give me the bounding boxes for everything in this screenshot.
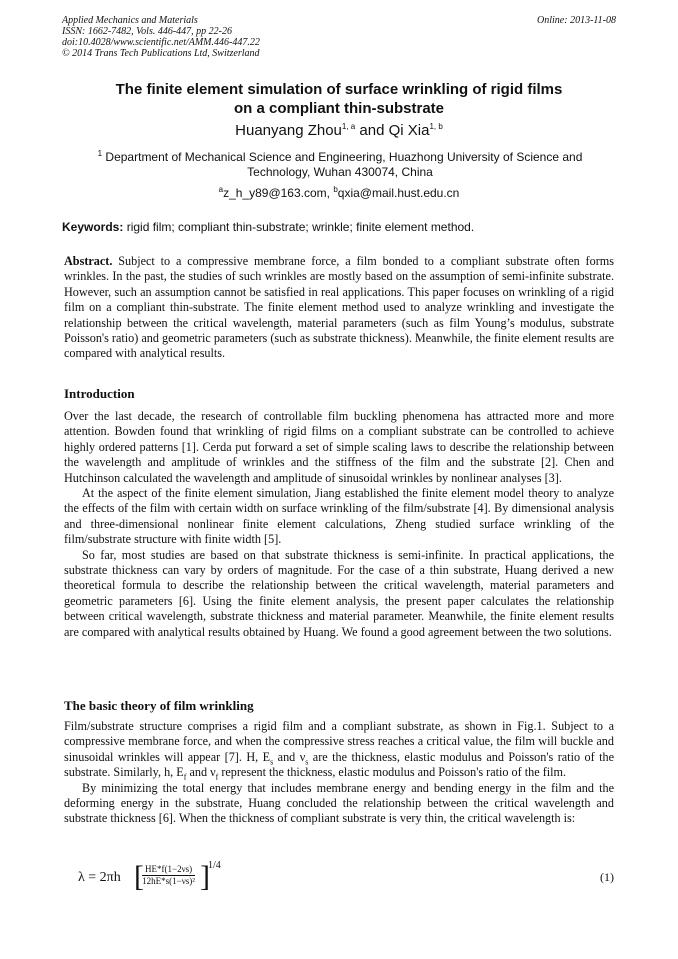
- affiliation-text: Department of Mechanical Science and Engineering, Huazhong University of Science and Technology, Wuhan 430074, China: [105, 150, 583, 179]
- author-list: [62, 122, 616, 139]
- keywords-text: rigid film; compliant thin-substrate; wrinkle; finite element method.: [123, 220, 475, 234]
- author-2: Qi Xia: [388, 122, 430, 139]
- equation-lhs: λ = 2πh: [78, 870, 121, 885]
- intro-paragraph-2: At the aspect of the finite element simulation, Jiang established the finite element model theory to analyze the effects of the film with certain width on surface wrinkling of the film/substrate [4]. By dimensional analysis and three-dimensional nonlinear finite element calculations, Zheng studied surface wrinkling of the film/substrate structure with finite width [5].: [64, 486, 614, 547]
- subscript-f: f: [183, 772, 187, 782]
- email-line: [62, 186, 616, 200]
- intro-paragraph-1: Over the last decade, the research of controllable film buckling phenomena has attracted more and more attention. Bowden found that wrinkling of rigid films on a compliant substrate can be controlled to achieve highly ordered patterns [1]. Cerda put forward a set of simple scaling laws to describe the relationship between the wavelength and amplitude of wrinkles and the stiffness of the film and the substrate [2]. Chen and Hutchinson calculated the wavelength and amplitude of sinusoidal wrinkles by nonlinear analyses [3].: [64, 409, 614, 485]
- subscript-s: s: [305, 757, 309, 767]
- left-bracket: [: [134, 860, 144, 893]
- title-line-1: The finite element simulation of surface wrinkling of rigid films: [115, 81, 563, 98]
- online-date: Online: 2013-11-08: [537, 15, 616, 26]
- introduction-heading: Introduction: [64, 386, 135, 401]
- theory-paragraph-2: By minimizing the total energy that includes membrane energy and bending energy in the film and the deforming energy in the substrate, Huang concluded the relationship between the critical wavelength and substrate thickness [6]. When the thickness of compliant substrate is very thin, the critical wavelength is:: [64, 780, 614, 826]
- author-conjunction: and: [355, 122, 389, 139]
- affiliation-marker: 1: [97, 149, 103, 158]
- affiliation: [85, 150, 595, 180]
- subscript-s: s: [270, 757, 274, 767]
- copyright-line: © 2014 Trans Tech Publications Ltd, Switzerland: [62, 48, 260, 59]
- email-a-marker: a: [218, 185, 224, 194]
- abstract-label: Abstract.: [64, 254, 113, 268]
- basic-theory-body: [64, 719, 614, 827]
- equation-fraction: [142, 864, 195, 887]
- email-b[interactable]: qxia@mail.hust.edu.cn: [337, 186, 460, 200]
- theory-text-e: represent the thickness, elastic modulus and Poisson's ratio of the film.: [218, 765, 567, 780]
- author-1-affil: 1, a: [341, 122, 356, 131]
- email-a[interactable]: z_h_y89@163.com,: [223, 186, 334, 200]
- paper-title: [62, 80, 616, 118]
- intro-paragraph-3: So far, most studies are based on that substrate thickness is semi-infinite. In practical applications, the substrate thickness can vary by orders of magnitude. For the case of a thin substrate, Huang derived a new theoretical formula to describe the relationship between the critical wavelength, material parameters and geometric parameters [6]. Using the finite element analysis, the present paper calculates the relationship between critical wavelength, substrate thickness and material parameter. Meanwhile, the finite element results are compared with analytical results obtained by Huang. We found a good agreement between the two solutions.: [64, 547, 614, 639]
- email-b-marker: b: [333, 185, 338, 194]
- author-2-affil: 1, b: [429, 122, 443, 131]
- equation-number: (1): [600, 870, 614, 884]
- abstract: [64, 254, 614, 362]
- journal-header: [62, 15, 616, 59]
- introduction-body: [64, 409, 614, 640]
- equation-denominator: 12hE*s(1−νs)²: [142, 876, 195, 886]
- abstract-text: Subject to a compressive membrane force, a film bonded to a compliant substrate often forms wrinkles. In the past, the studies of such wrinkles are mostly based on the assumption of semi-infinite substrate. However, such an assumption cannot be satisfied in real applications. This paper focuses on wrinkling of a rigid film on a compliant thin-substrate. The finite element method used to analyze wrinkling and investigate the relationship between the critical wavelength, material parameters (such as film Young’s modulus, substrate Poisson's ratio) and geometric parameters (such as substrate thickness). Meanwhile, the finite element results are compared with analytical results.: [64, 254, 614, 361]
- equation-numerator: HE*f(1−2νs): [142, 864, 195, 876]
- basic-theory-heading: The basic theory of film wrinkling: [64, 698, 254, 713]
- author-1: Huanyang Zhou: [235, 122, 342, 139]
- journal-name: Applied Mechanics and Materials: [62, 15, 198, 26]
- title-line-2: on a compliant thin-substrate: [233, 100, 444, 117]
- keywords: [62, 220, 616, 234]
- equation-1: [78, 862, 618, 894]
- right-bracket: ]: [200, 860, 210, 893]
- equation-exponent: 1/4: [208, 860, 221, 871]
- theory-text-a: Film/substrate structure comprises a rigid film and a compliant substrate, as shown in Fig.1. Subject to a compressive membrane force, and when the compressive stress reaches a critical value, the film will buckle and sinusoidal wrinkles will appear [7]. H, E: [64, 719, 614, 764]
- doi-line: doi:10.4028/www.scientific.net/AMM.446-447.22: [62, 37, 260, 48]
- keywords-label: Keywords:: [62, 220, 124, 234]
- subscript-f: f: [215, 772, 219, 782]
- theory-text-b: and ν: [273, 749, 306, 764]
- theory-text-c: are the thickness, elastic modulus and Poisson's ratio of the substrate. Similarly, h, E: [64, 749, 614, 780]
- theory-text-d: and ν: [186, 765, 216, 780]
- issn-line: ISSN: 1662-7482, Vols. 446-447, pp 22-26: [62, 26, 232, 37]
